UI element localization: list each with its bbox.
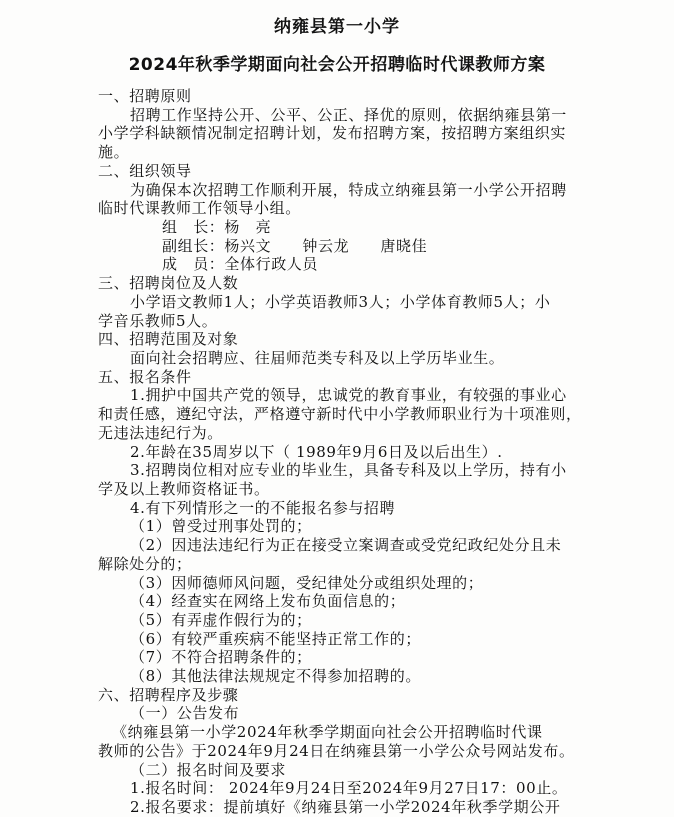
section-heading: 三、招聘岗位及人数 bbox=[98, 274, 239, 293]
paragraph-line: 和责任感，遵纪守法，严格遵守新时代中小学教师职业行为十项准则， bbox=[98, 405, 582, 424]
list-item: （4）经查实在网络上发布负面信息的； bbox=[130, 592, 406, 611]
deputy-leader-line: 副组长：杨兴文 钟云龙 唐晓佳 bbox=[162, 236, 428, 255]
section-heading: 四、招聘范围及对象 bbox=[98, 330, 239, 349]
section-heading: 一、招聘原则 bbox=[98, 87, 192, 105]
paragraph-line: 无违法违纪行为。 bbox=[98, 423, 223, 442]
paragraph-line: 学及以上教师资格证书。 bbox=[98, 479, 270, 498]
section-heading: 五、报名条件 bbox=[98, 367, 192, 386]
paragraph-line: 临时代课教师工作领导小组。 bbox=[98, 199, 301, 218]
paragraph-line: 教师的公告》于2024年9月24日在纳雍县第一小学公众号网站发布。 bbox=[98, 741, 575, 760]
section-heading: 二、组织领导 bbox=[98, 161, 192, 180]
list-item: （8）其他法律法规规定不得参加招聘的。 bbox=[130, 667, 421, 685]
members-line: 成 员：全体行政人员 bbox=[162, 255, 319, 274]
paragraph-line: 2.年龄在35周岁以下（ 1989年9月6日及以后出生）. bbox=[130, 442, 503, 461]
paragraph-line: 招聘工作坚持公开、公平、公正、择优的原则，依据纳雍县第一 bbox=[130, 105, 567, 124]
section-heading: 六、招聘程序及步骤 bbox=[98, 685, 239, 704]
paragraph-line: 学音乐教师5人。 bbox=[98, 311, 218, 330]
paragraph-line: 小学学科缺额情况制定招聘计划，发布招聘方案，按招聘方案组织实 bbox=[98, 124, 567, 143]
list-item: 解除处分的； bbox=[98, 554, 192, 573]
paragraph-line: 1.拥护中国共产党的领导，忠诚党的教育事业，有较强的事业心 bbox=[130, 386, 567, 405]
list-item: （6）有较严重疾病不能坚持正常工作的； bbox=[130, 629, 421, 648]
list-item: （5）有弄虚作假行为的； bbox=[130, 610, 312, 629]
list-item: （2）因违法违纪行为正在接受立案调查或受党纪政纪处分且未 bbox=[130, 536, 562, 555]
paragraph-line: 4.有下列情形之一的不能报名参与招聘 bbox=[130, 498, 396, 517]
document-subtitle: 2024年秋季学期面向社会公开招聘临时代课教师方案 bbox=[128, 55, 546, 75]
paragraph-line: 3.招聘岗位相对应专业的毕业生，具备专科及以上学历，持有小 bbox=[130, 461, 567, 480]
paragraph-line: 面向社会招聘应、往届师范类专科及以上学历毕业生。 bbox=[130, 348, 505, 367]
list-item: （3）因师德师风问题，受纪律处分或组织处理的； bbox=[130, 573, 484, 592]
list-item: （7）不符合招聘条件的； bbox=[130, 648, 312, 667]
subsection-heading: （二）报名时间及要求 bbox=[130, 760, 287, 779]
document-title: 纳雍县第一小学 bbox=[274, 17, 400, 37]
leader-line: 组 长：杨 亮 bbox=[162, 218, 272, 236]
paragraph-line: 《纳雍县第一小学2024年秋季学期面向社会公开招聘临时代课 bbox=[112, 723, 543, 742]
paragraph-line: 为确保本次招聘工作顺利开展，特成立纳雍县第一小学公开招聘 bbox=[130, 180, 567, 199]
paragraph-line: 2.报名要求：提前填好《纳雍县第一小学2024年秋季学期公开 bbox=[130, 798, 561, 816]
paragraph-line: 1.报名时间： 2024年9月24日至2024年9月27日17：00止。 bbox=[130, 779, 568, 798]
paragraph-line: 小学语文教师1人；小学英语教师3人；小学体育教师5人；小 bbox=[130, 292, 551, 311]
subsection-heading: （一）公告发布 bbox=[130, 704, 240, 723]
list-item: （1）曾受过刑事处罚的； bbox=[130, 517, 312, 536]
paragraph-line: 施。 bbox=[98, 143, 130, 162]
